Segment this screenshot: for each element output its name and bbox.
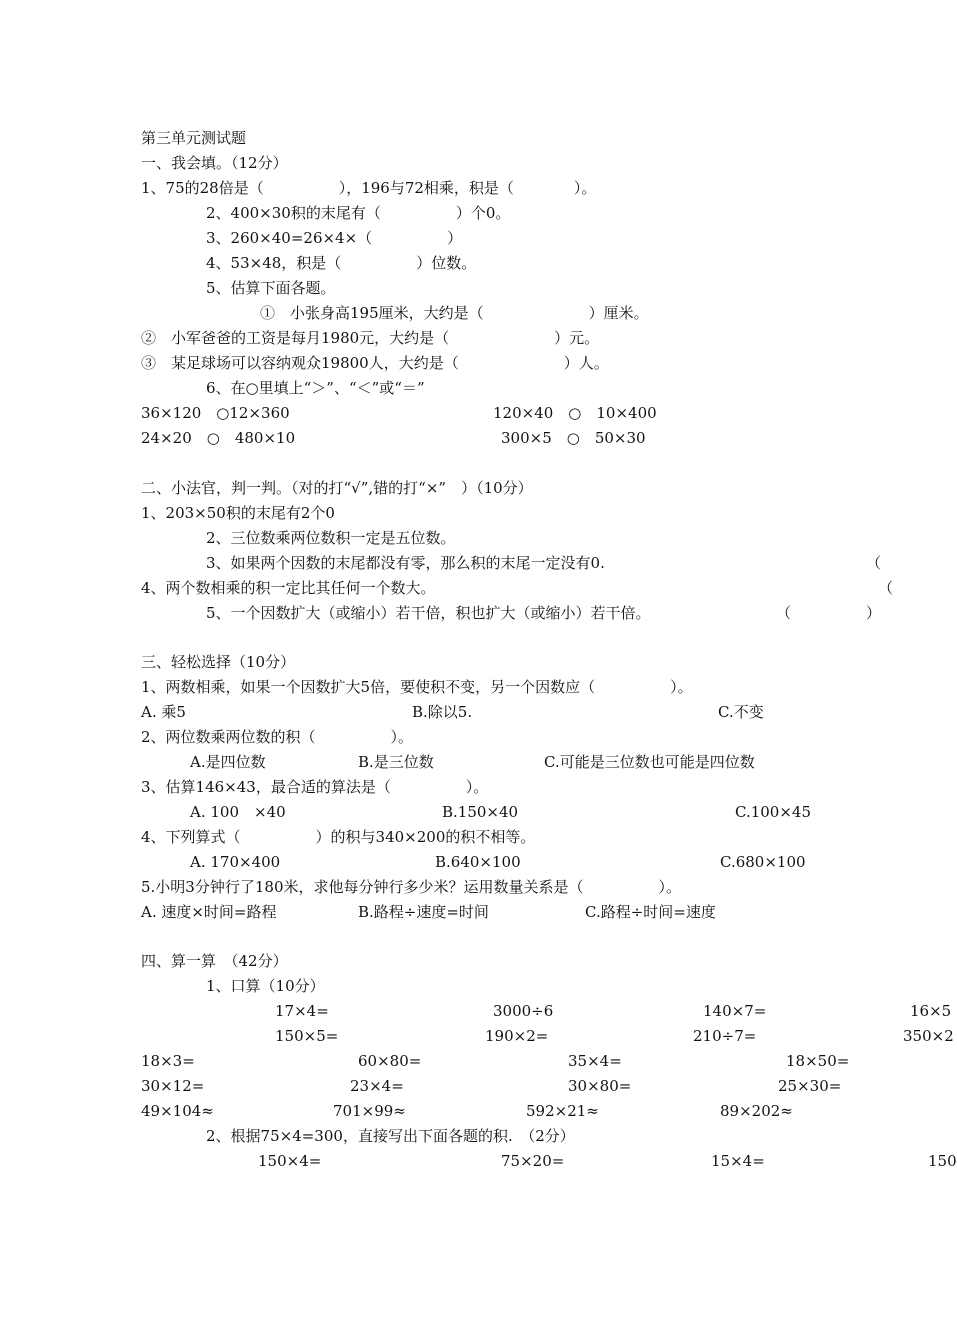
s3-question-3: 3、估算146×43，最合适的算法是（ ）。: [141, 778, 489, 796]
s1-question-2: 2、400×30积的末尾有（ ）个0。: [206, 204, 511, 222]
calc-item: 190×2=: [485, 1027, 549, 1045]
calc-item: 16×5: [910, 1002, 952, 1020]
calc-item: 140×7=: [703, 1002, 767, 1020]
calc-item: 15×4=: [711, 1152, 765, 1170]
s2-question-4: 4、两个数相乘的积一定比其任何一个数大。: [141, 579, 436, 597]
s2-question-2: 2、三位数乘两位数积一定是五位数。: [206, 529, 456, 547]
option-c: C.路程÷时间=速度: [585, 903, 716, 921]
calc-item: 25×30=: [778, 1077, 842, 1095]
option-b: B.路程÷速度=时间: [358, 903, 489, 921]
s3-question-2: 2、两位数乘两位数的积（ ）。: [141, 728, 414, 746]
compare-item: 120×40 ○ 10×400: [493, 404, 657, 422]
s2-question-3: 3、如果两个因数的末尾都没有零，那么积的末尾一定没有0.: [206, 554, 605, 572]
s3-question-4: 4、下列算式（ ）的积与340×200的积不相等。: [141, 828, 536, 846]
option-a: A. 乘5: [141, 703, 186, 721]
calc-item: 60×80=: [358, 1052, 422, 1070]
calc-item: 75×20=: [501, 1152, 565, 1170]
calc-item: 150×4=: [258, 1152, 322, 1170]
s1-question-3: 3、260×40=26×4×（ ）: [206, 229, 463, 247]
page-title: 第三单元测试题: [141, 129, 247, 147]
compare-item: 36×120 ○12×360: [141, 404, 290, 422]
section-4-heading: 四、算一算 （42分）: [141, 952, 288, 970]
s4-sub-heading-2: 2、根据75×4=300，直接写出下面各题的积. （2分）: [206, 1127, 575, 1145]
option-b: B.是三位数: [358, 753, 434, 771]
option-c: C.可能是三位数也可能是四位数: [544, 753, 755, 771]
calc-item: 18×50=: [786, 1052, 850, 1070]
s2-answer-paren: （: [878, 579, 894, 597]
option-b: B.150×40: [442, 803, 519, 821]
calc-item: 23×4=: [350, 1077, 404, 1095]
s1-question-5c: ③ 某足球场可以容纳观众19800人，大约是（ ）人。: [141, 354, 609, 372]
calc-item: 18×3=: [141, 1052, 195, 1070]
s1-question-5b: ② 小军爸爸的工资是每月1980元，大约是（ ）元。: [141, 329, 600, 347]
s2-answer-paren: （: [866, 554, 882, 572]
estimate-item: 701×99≈: [333, 1102, 406, 1120]
option-a: A. 170×400: [190, 853, 281, 871]
calc-item: 3000÷6: [493, 1002, 554, 1020]
s2-question-1: 1、203×50积的末尾有2个0: [141, 504, 335, 522]
estimate-item: 49×104≈: [141, 1102, 214, 1120]
option-b: B.除以5.: [412, 703, 473, 721]
calc-item: 210÷7=: [693, 1027, 757, 1045]
calc-item: 35×4=: [568, 1052, 622, 1070]
calc-item: 350×2: [903, 1027, 954, 1045]
s2-answer-paren: （ ）: [776, 604, 882, 622]
s2-question-5: 5、一个因数扩大（或缩小）若干倍，积也扩大（或缩小）若干倍。: [206, 604, 651, 622]
option-c: C.100×45: [735, 803, 811, 821]
section-2-heading: 二、小法官，判一判。（对的打“√”,错的打“×” ）（10分）: [141, 479, 533, 497]
compare-item: 24×20 ○ 480×10: [141, 429, 296, 447]
option-a: A.是四位数: [190, 753, 266, 771]
calc-item: 30×80=: [568, 1077, 632, 1095]
s1-question-5a: ① 小张身高195厘米，大约是（ ）厘米。: [260, 304, 649, 322]
s4-sub-heading-1: 1、口算（10分）: [206, 977, 325, 995]
option-a: A. 100 ×40: [190, 803, 286, 821]
calc-item: 30×12=: [141, 1077, 205, 1095]
estimate-item: 89×202≈: [720, 1102, 793, 1120]
section-3-heading: 三、轻松选择（10分）: [141, 653, 296, 671]
calc-item: 150: [928, 1152, 957, 1170]
option-a: A. 速度×时间=路程: [141, 903, 277, 921]
section-1-heading: 一、我会填。（12分）: [141, 154, 288, 172]
option-b: B.640×100: [435, 853, 521, 871]
calc-item: 17×4=: [275, 1002, 329, 1020]
s1-question-4: 4、53×48，积是（ ）位数。: [206, 254, 477, 272]
s3-question-5: 5.小明3分钟行了180米，求他每分钟行多少米？运用数量关系是（ ）。: [141, 878, 681, 896]
s1-question-1: 1、75的28倍是（ ），196与72相乘，积是（ ）。: [141, 179, 597, 197]
calc-item: 150×5=: [275, 1027, 339, 1045]
option-c: C.不变: [718, 703, 764, 721]
option-c: C.680×100: [720, 853, 806, 871]
s1-question-6: 6、在○里填上“＞”、“＜”或“＝”: [206, 379, 425, 397]
s1-question-5: 5、估算下面各题。: [206, 279, 336, 297]
s3-question-1: 1、两数相乘，如果一个因数扩大5倍，要使积不变，另一个因数应（ ）。: [141, 678, 693, 696]
estimate-item: 592×21≈: [526, 1102, 599, 1120]
compare-item: 300×5 ○ 50×30: [501, 429, 646, 447]
